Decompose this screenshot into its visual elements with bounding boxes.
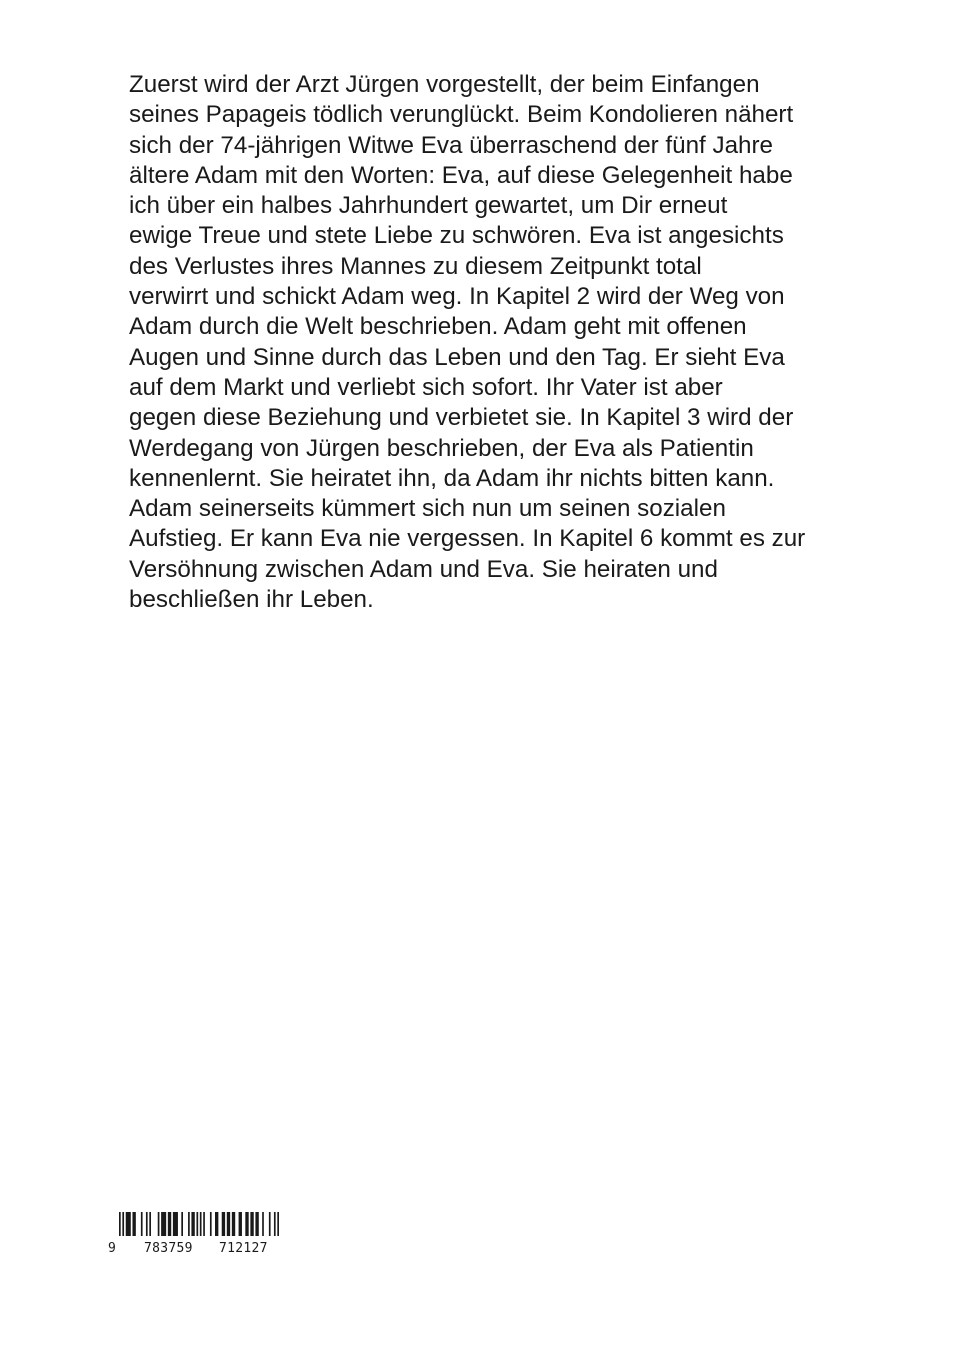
barcode-bar	[122, 1212, 124, 1236]
barcode-bar	[181, 1212, 183, 1236]
back-cover-blurb	[129, 70, 819, 615]
blurb-line: kennenlernt. Sie heiratet ihn, da Adam ihr nichts bitten kann.	[129, 464, 775, 492]
barcode-bar	[239, 1212, 242, 1236]
barcode-bar	[200, 1212, 202, 1236]
blurb-line: ewige Treue und stete Liebe zu schwören. Eva ist angesichts	[129, 222, 784, 250]
blurb-line: seines Papageis tödlich verunglückt. Beim Kondolieren nähert	[129, 101, 794, 129]
barcode-bar	[222, 1212, 225, 1236]
barcode-digits	[108, 1240, 288, 1258]
barcode-bar	[196, 1212, 198, 1236]
barcode-bar	[269, 1212, 271, 1236]
blurb-line: Versöhnung zwischen Adam und Eva. Sie heiraten und	[129, 555, 718, 583]
barcode-bar	[262, 1212, 264, 1236]
isbn-barcode	[108, 1212, 288, 1262]
barcode-bar	[232, 1212, 235, 1236]
blurb-line: des Verlustes ihres Mannes zu diesem Zeitpunkt total	[129, 252, 702, 280]
barcode-first-digit: 9	[108, 1241, 116, 1256]
barcode-left-group: 783759	[144, 1241, 193, 1256]
barcode-bar	[119, 1212, 121, 1236]
blurb-line: Zuerst wird der Arzt Jürgen vorgestellt, der beim Einfangen	[129, 71, 760, 98]
blurb-line: ältere Adam mit den Worten: Eva, auf diese Gelegenheit habe	[129, 161, 793, 189]
barcode-bar	[188, 1212, 190, 1236]
blurb-line: Adam seinerseits kümmert sich nun um seinen sozialen	[129, 495, 726, 523]
barcode-bar	[227, 1212, 230, 1236]
barcode-bar	[126, 1212, 131, 1236]
barcode-bar	[191, 1212, 194, 1236]
barcode-bar	[277, 1212, 279, 1236]
barcode-bar	[132, 1212, 135, 1236]
blurb-line: gegen diese Beziehung und verbietet sie. In Kapitel 3 wird der	[129, 404, 794, 432]
barcode-bar	[161, 1212, 166, 1236]
barcode-bar	[210, 1212, 212, 1236]
barcode-right-group: 712127	[219, 1241, 268, 1256]
blurb-line: ich über ein halbes Jahrhundert gewartet, um Dir erneut	[129, 192, 728, 220]
barcode-bars	[119, 1212, 279, 1236]
barcode-bar	[255, 1212, 258, 1236]
barcode-bar	[146, 1212, 148, 1236]
blurb-line: Augen und Sinne durch das Leben und den Tag. Er sieht Eva	[129, 343, 785, 371]
barcode-bar	[203, 1212, 205, 1236]
barcode-bar	[173, 1212, 178, 1236]
barcode-bar	[158, 1212, 160, 1236]
barcode-bar	[250, 1212, 253, 1236]
blurb-line: Werdegang von Jürgen beschrieben, der Eva als Patientin	[129, 434, 754, 462]
blurb-line: beschließen ihr Leben.	[129, 586, 374, 614]
blurb-line: verwirrt und schickt Adam weg. In Kapitel 2 wird der Weg von	[129, 283, 785, 311]
blurb-line: auf dem Markt und verliebt sich sofort. Ihr Vater ist aber	[129, 373, 723, 401]
barcode-bar	[168, 1212, 171, 1236]
barcode-bar	[274, 1212, 276, 1236]
blurb-line: sich der 74-jährigen Witwe Eva überraschend der fünf Jahre	[129, 131, 773, 159]
barcode-bar	[141, 1212, 143, 1236]
barcode-bar	[245, 1212, 248, 1236]
barcode-bar	[149, 1212, 151, 1236]
blurb-line: Aufstieg. Er kann Eva nie vergessen. In Kapitel 6 kommt es zur	[129, 525, 806, 553]
barcode-bar	[215, 1212, 218, 1236]
blurb-line: Adam durch die Welt beschrieben. Adam geht mit offenen	[129, 313, 747, 341]
